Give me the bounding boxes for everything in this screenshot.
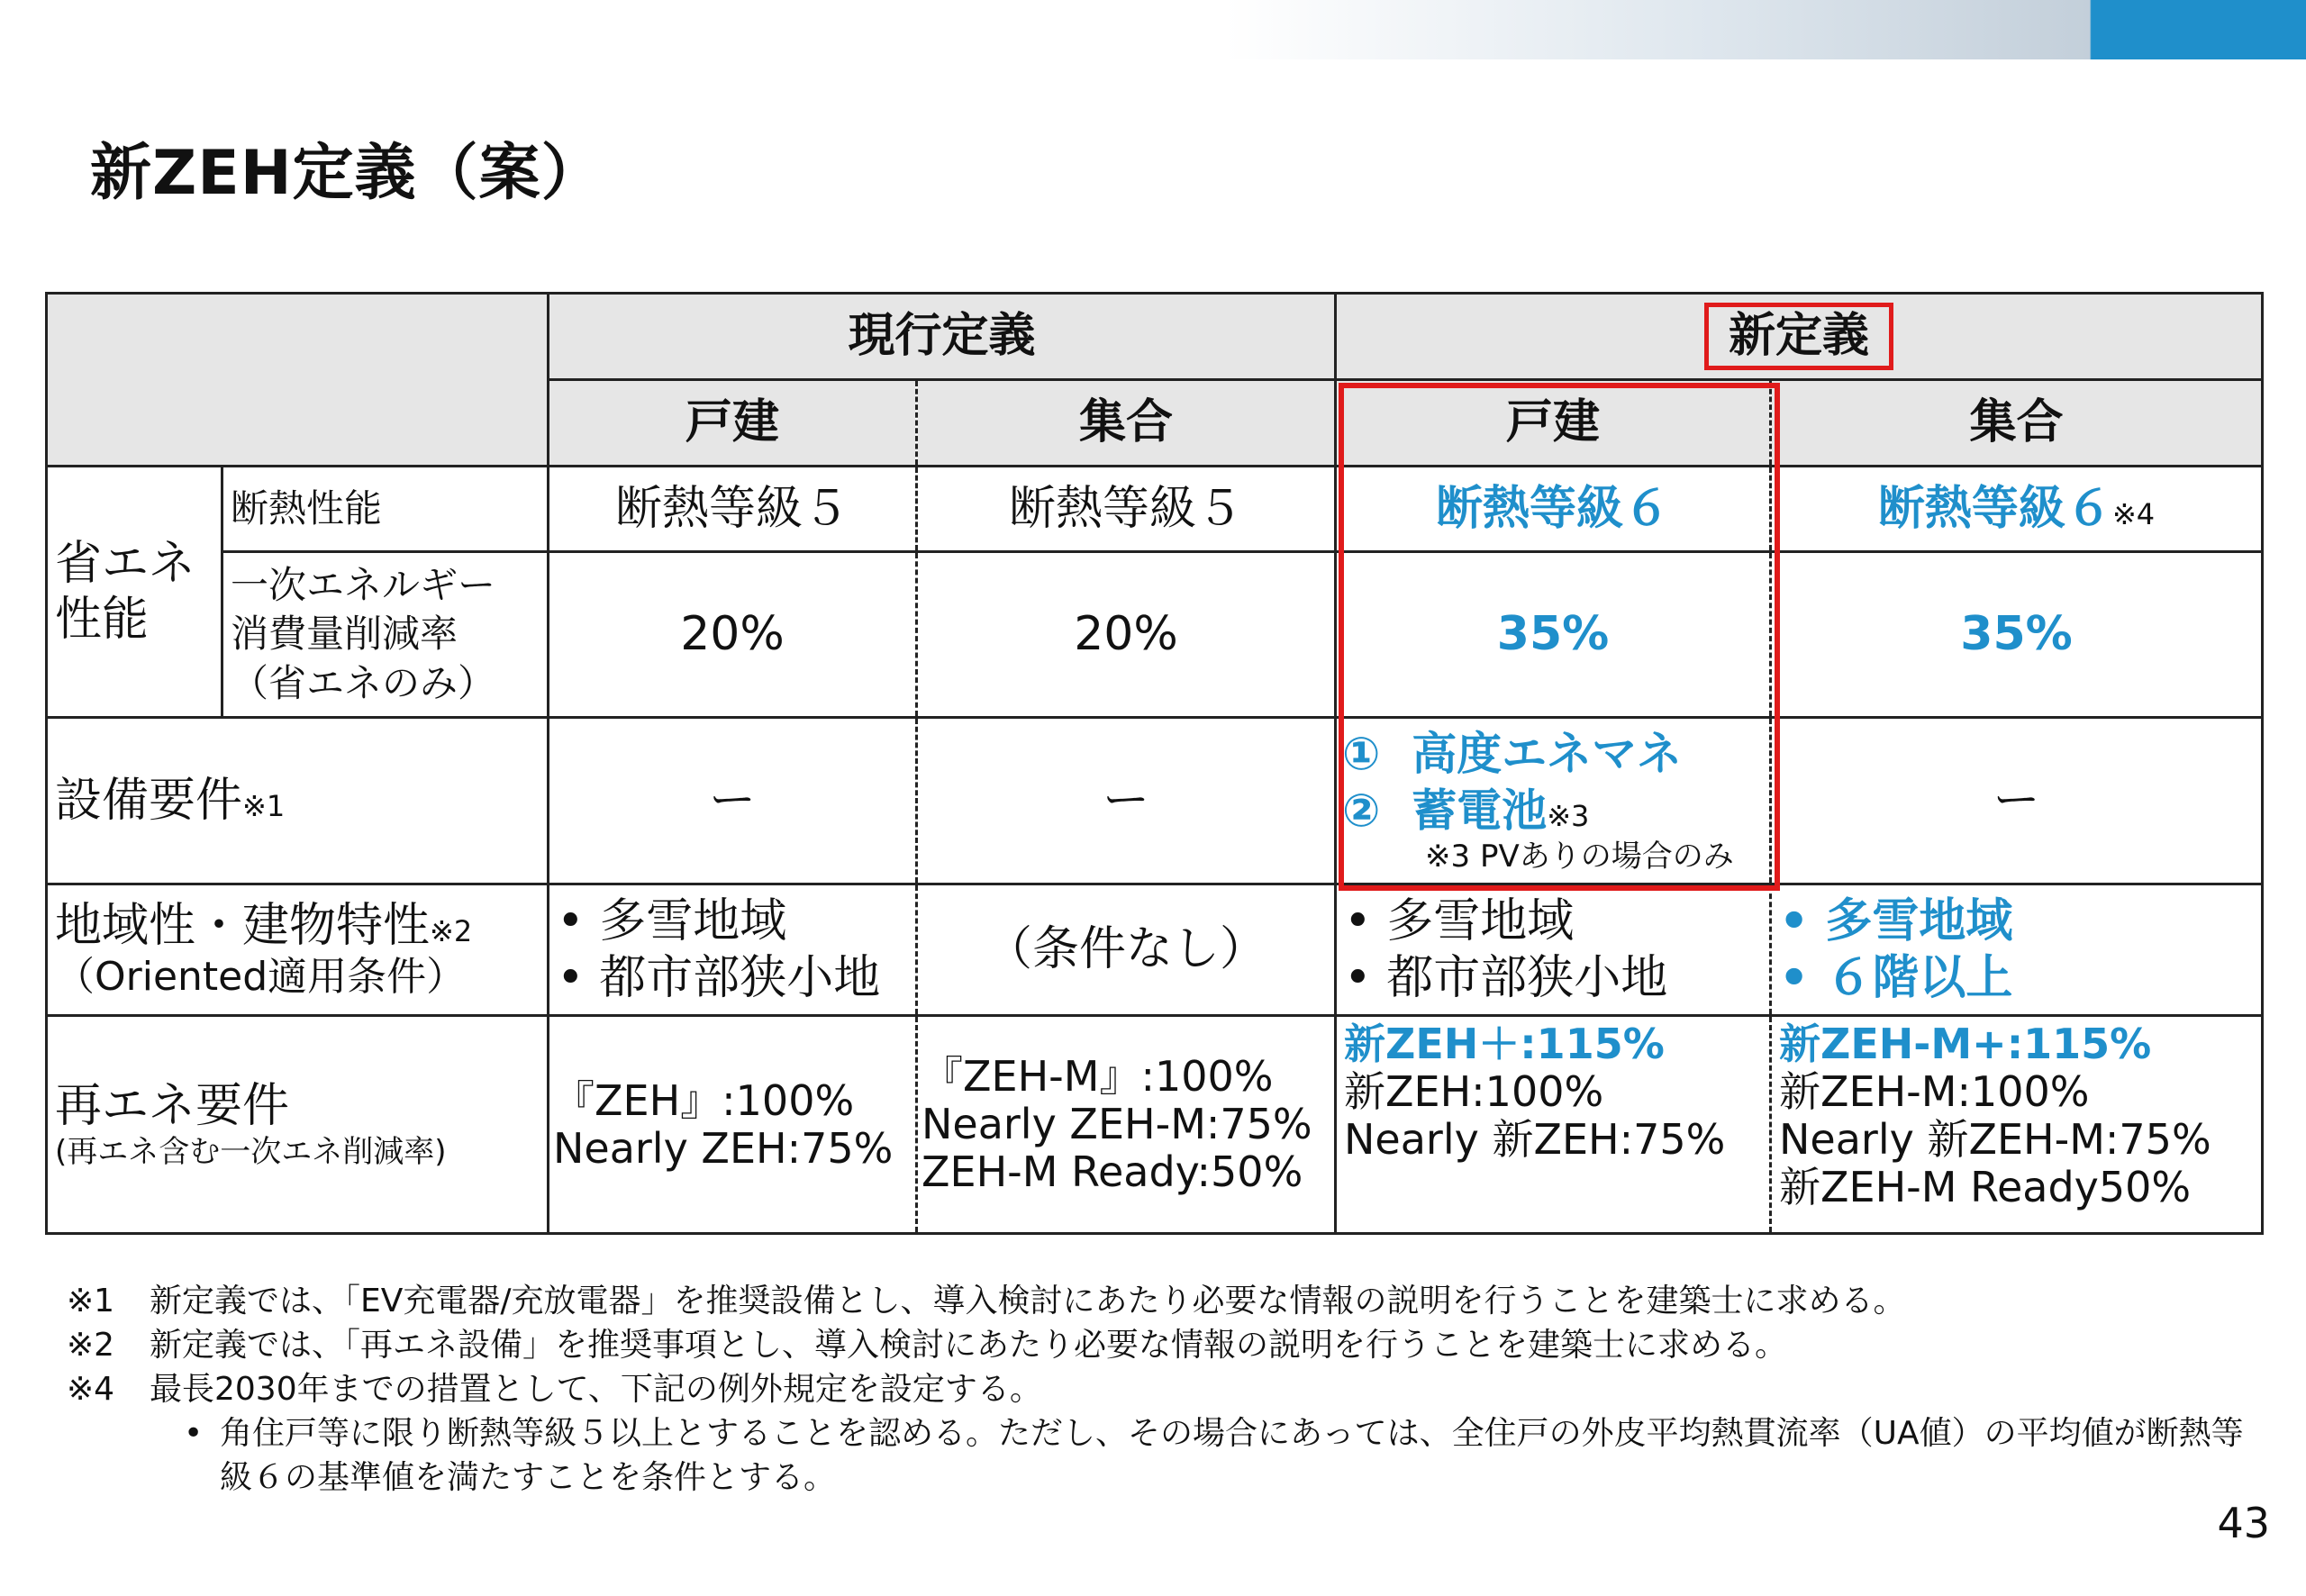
regional-sublabel: （Oriented適用条件）	[55, 954, 467, 1001]
equipment-note-mark: ※1	[242, 788, 286, 823]
bullet-icon: •	[184, 1415, 204, 1452]
renewable-current-detached	[549, 1016, 917, 1234]
list-item: • 都市部狭小地	[557, 950, 881, 1005]
equipment-footnote: ※3 PVありの場合のみ	[1425, 839, 1734, 875]
equipment-new-detached	[1336, 718, 1771, 884]
list-item: • 都市部狭小地	[1344, 950, 1668, 1005]
insulation-new-detached: 断熱等級６	[1336, 467, 1771, 552]
bullet-icon: •	[557, 950, 600, 1005]
regional-new-collective	[1771, 884, 2263, 1016]
equipment-current-detached: ー	[549, 718, 917, 884]
footnote-4-bullet: • 角住戸等に限り断熱等級５以上とすることを認める。ただし、その場合にあっては、全住戸の外皮平均熱貫流率（UA値）の平均値が断熱等級６の基準値を満たすことを条件とする。	[67, 1411, 2247, 1500]
list-item: 新ZEH＋:115%	[1344, 1020, 1665, 1068]
list-item: • 多雪地域	[1779, 894, 2013, 949]
list-item: Nearly ZEH-M:75%	[921, 1100, 1312, 1149]
list-item: 『ZEH』:100%	[553, 1075, 855, 1125]
list-item: 新ZEH-M Ready50%	[1779, 1162, 2192, 1211]
equipment-item-text: 高度エネマネ	[1412, 728, 1683, 781]
list-item: • 多雪地域	[557, 894, 787, 949]
primary-energy-current-detached: 20%	[549, 552, 917, 718]
header-new-collective: 集合	[1771, 380, 2263, 467]
equipment-new-collective: ー	[1771, 718, 2263, 884]
regional-current-collective: （条件なし）	[917, 884, 1336, 1016]
header-new-definition-cell	[1336, 294, 2263, 380]
insulation-current-collective: 断熱等級５	[917, 467, 1336, 552]
bullet-icon: •	[557, 894, 600, 949]
primary-energy-current-collective: 20%	[917, 552, 1336, 718]
renewable-label: 再エネ要件	[55, 1078, 290, 1133]
primary-energy-label: 一次エネルギー 消費量削減率 （省エネのみ）	[222, 552, 549, 718]
bullet-icon: •	[1779, 894, 1826, 949]
page-number: 43	[2217, 1499, 2270, 1547]
list-item: • 多雪地域	[1344, 894, 1575, 949]
footnotes	[67, 1279, 2247, 1500]
insulation-label: 断熱性能	[222, 467, 549, 552]
header-gradient-bar	[955, 0, 2306, 59]
header-new-definition: 新定義	[1704, 303, 1893, 370]
list-item: ZEH-M Ready:50%	[921, 1147, 1303, 1196]
renewable-sublabel: (再エネ含む一次エネ削減率)	[55, 1134, 447, 1171]
primary-energy-new-detached: 35%	[1336, 552, 1771, 718]
list-item: 新ZEH-M:100%	[1779, 1066, 2090, 1116]
bullet-icon: •	[1344, 894, 1387, 949]
equipment-item-text: 蓄電池	[1412, 784, 1548, 837]
footnote-4: ※4 最長2030年までの措置として、下記の例外規定を設定する。	[67, 1371, 1042, 1408]
equipment-item-number: ②	[1342, 784, 1381, 837]
list-item: Nearly 新ZEH:75%	[1344, 1114, 1726, 1164]
list-item: 新ZEH-M+:115%	[1779, 1020, 2152, 1068]
insulation-new-collective-cell	[1771, 467, 2263, 552]
page-title: 新ZEH定義（案）	[90, 138, 604, 209]
corner-header-cell	[47, 294, 549, 467]
header-current-collective: 集合	[917, 380, 1336, 467]
regional-label: 地域性・建物特性	[55, 898, 431, 953]
header-new-detached: 戸建	[1336, 380, 1771, 467]
list-item: Nearly 新ZEH-M:75%	[1779, 1114, 2211, 1164]
equipment-item	[1342, 726, 1762, 783]
renewable-current-collective	[917, 1016, 1336, 1234]
footnote-2: ※2 新定義では、「再エネ設備」を推奨事項とし、導入検討にあたり必要な情報の説明を行うことを建築士に求める。	[67, 1327, 1788, 1364]
regional-new-detached	[1336, 884, 1771, 1016]
header-current-definition: 現行定義	[549, 294, 1336, 380]
header-current-detached: 戸建	[549, 380, 917, 467]
equipment-label: 設備要件	[55, 773, 243, 828]
list-item: Nearly ZEH:75%	[553, 1123, 894, 1173]
insulation-note-mark: ※4	[2111, 496, 2156, 531]
regional-note-mark: ※2	[430, 913, 473, 948]
footnote-1: ※1 新定義では、「EV充電器/充放電器」を推奨設備とし、導入検討にあたり必要な情報の説明を行うことを建築士に求める。	[67, 1283, 1906, 1319]
bullet-icon: •	[1344, 950, 1387, 1005]
insulation-current-detached: 断熱等級５	[549, 467, 917, 552]
equipment-item	[1342, 783, 1762, 839]
regional-label-cell	[47, 884, 549, 1016]
renewable-label-cell	[47, 1016, 549, 1234]
primary-energy-new-collective: 35%	[1771, 552, 2263, 718]
equipment-current-collective: ー	[917, 718, 1336, 884]
equipment-label-cell	[47, 718, 549, 884]
list-item: 新ZEH:100%	[1344, 1066, 1604, 1116]
insulation-new-collective: 断熱等級６	[1877, 481, 2112, 536]
renewable-new-detached	[1336, 1016, 1771, 1234]
equipment-item-number: ①	[1342, 728, 1381, 781]
bullet-icon: •	[1779, 950, 1826, 1005]
list-item: 『ZEH-M』:100%	[921, 1052, 1274, 1102]
zeh-definition-table	[45, 292, 2264, 1235]
list-item: • ６階以上	[1779, 950, 2013, 1005]
regional-current-detached	[549, 884, 917, 1016]
renewable-new-collective	[1771, 1016, 2263, 1234]
equipment-item-note: ※3	[1547, 798, 1590, 833]
energy-performance-label: 省エネ 性能	[47, 467, 222, 718]
